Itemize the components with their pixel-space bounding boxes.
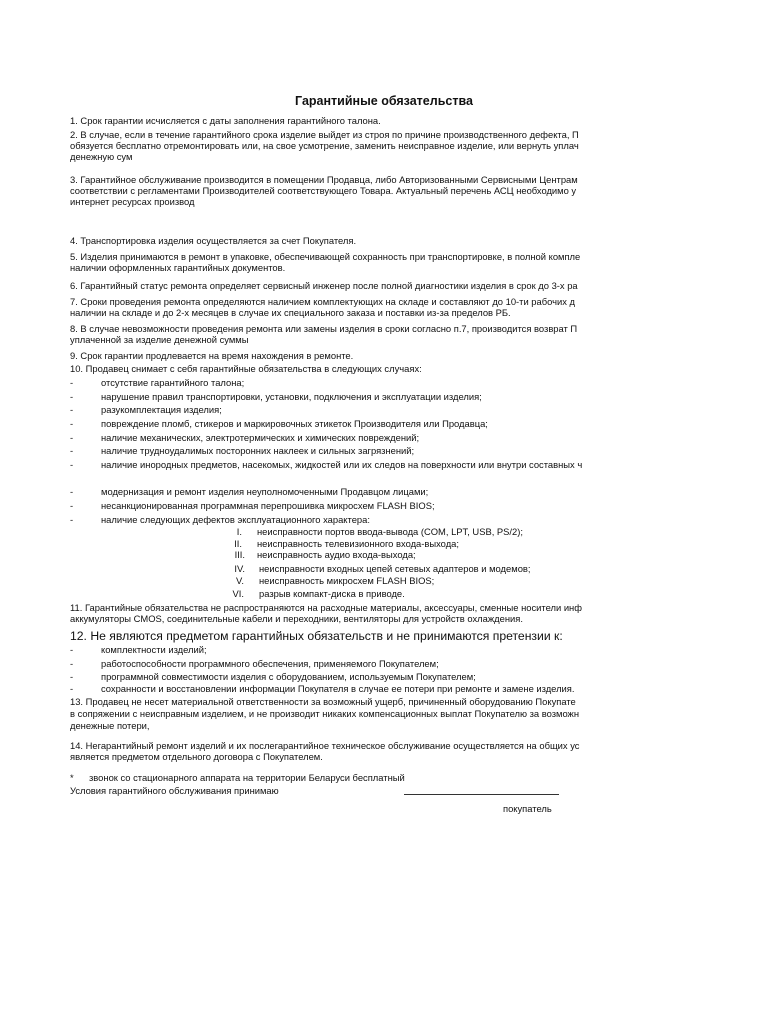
paragraph-3-line-3: интернет ресурсах производ (70, 196, 195, 207)
paragraph-4: 4. Транспортировка изделия осуществляется за счет Покупателя. (70, 235, 357, 246)
page-title: Гарантийные обязательства (295, 94, 473, 108)
list-dash: - (70, 683, 74, 694)
list-item: нарушение правил транспортировки, установки, подключения и эксплуатации изделия; (101, 391, 482, 402)
paragraph-6: 6. Гарантийный статус ремонта определяет сервисный инженер после полной диагностики изделия в срок до 3-х ра (70, 280, 578, 291)
roman-item: неисправность микросхем FLASH BIOS; (259, 575, 435, 586)
list-dash: - (70, 418, 74, 429)
list-dash: - (70, 671, 74, 682)
paragraph-14-line-2: является предметом отдельного договора с Покупателем. (70, 751, 323, 762)
list-dash: - (70, 459, 74, 470)
list-dash: - (70, 486, 74, 497)
paragraph-11-line-2: аккумуляторы CMOS, соединительные кабели и переходники, вентиляторы для устройств охлаждения. (70, 613, 523, 624)
terms-body (70, 0, 613, 1024)
paragraph-5-line-1: 5. Изделия принимаются в ремонт в упаковке, обеспечивающей сохранность при транспортировке, в полной компле (70, 251, 581, 262)
paragraph-8-line-2: уплаченной за изделие денежной суммы (70, 334, 249, 345)
roman-item: неисправность аудио входа-выхода; (257, 549, 416, 560)
roman-item: неисправности портов ввода-вывода (COM, LPT, USB, PS/2); (257, 526, 523, 537)
acceptance-text: Условия гарантийного обслуживания принимаю (70, 785, 279, 796)
roman-numeral: II. (234, 538, 242, 549)
roman-numeral: VI. (232, 588, 244, 599)
signature-line (404, 794, 559, 795)
list-item: сохранности и восстановлении информации Покупателя в случае ее потери при ремонте и замене изделия. (101, 683, 575, 694)
paragraph-1: 1. Срок гарантии исчисляется с даты заполнения гарантийного талона. (70, 115, 381, 126)
list-dash: - (70, 500, 74, 511)
roman-item: неисправность телевизионного входа-выхода; (257, 538, 459, 549)
list-item: несанкционированная программная перепрошивка микросхем FLASH BIOS; (101, 500, 435, 511)
roman-item: неисправности входных цепей сетевых адаптеров и модемов; (259, 563, 531, 574)
list-dash: - (70, 432, 74, 443)
paragraph-12: 12. Не являются предметом гарантийных обязательств и не принимаются претензии к: (70, 629, 563, 643)
paragraph-7-line-2: наличии на складе и до 2-х месяцев в случае их специального заказа и поставки из-за пределов РБ. (70, 307, 511, 318)
list-item: отсутствие гарантийного талона; (101, 377, 245, 388)
signature-caption: покупатель (503, 803, 552, 814)
list-item: наличие следующих дефектов эксплуатационного характера: (101, 514, 370, 525)
paragraph-13-line-2: в сопряжении с неисправным изделием, и не производит никаких компенсационных выплат Покупателю за возможн (70, 708, 580, 719)
roman-numeral: I. (236, 526, 242, 537)
list-dash: - (70, 644, 74, 655)
paragraph-5-line-2: наличии оформленных гарантийных документов. (70, 262, 286, 273)
list-item: работоспособности программного обеспечения, применяемого Покупателем; (101, 658, 439, 669)
list-dash: - (70, 377, 74, 388)
roman-numeral: V. (236, 575, 244, 586)
paragraph-9: 9. Срок гарантии продлевается на время нахождения в ремонте. (70, 350, 354, 361)
paragraph-13-line-3: денежные потери, (70, 720, 150, 731)
list-item: наличие механических, электротермических и химических повреждений; (101, 432, 420, 443)
list-item: наличие инородных предметов, насекомых, жидкостей или их следов на поверхности или внутри составных ч (101, 459, 583, 470)
paragraph-2-line-1: 2. В случае, если в течение гарантийного срока изделие выйдет из строя по причине производственного дефекта, П (70, 129, 579, 140)
paragraph-11-line-1: 11. Гарантийные обязательства не распространяются на расходные материалы, аксессуары, сменные носители инф (70, 602, 582, 613)
list-dash: - (70, 391, 74, 402)
paragraph-2-line-2: обязуется бесплатно отремонтировать или, на свое усмотрение, заменить неисправное изделие, или вернуть уплач (70, 140, 579, 151)
list-item: программной совместимости изделия с оборудованием, используемым Покупателем; (101, 671, 476, 682)
paragraph-13-line-1: 13. Продавец не несет материальной ответственности за возможный ущерб, причиненный оборудованию Покупате (70, 696, 576, 707)
list-dash: - (70, 514, 74, 525)
paragraph-3-line-2: соответствии с регламентами Производителей соответствующего Товара. Актуальный перечень АСЦ необходимо у (70, 185, 577, 196)
paragraph-14-line-1: 14. Негарантийный ремонт изделий и их послегарантийное техническое обслуживание осуществляется на общих ус (70, 740, 580, 751)
list-dash: - (70, 404, 74, 415)
list-item: повреждение пломб, стикеров и маркировочных этикеток Производителя или Продавца; (101, 418, 488, 429)
footnote-text: звонок со стационарного аппарата на территории Беларуси бесплатный (89, 772, 405, 783)
footnote-asterisk: * (70, 772, 74, 783)
roman-numeral: III. (234, 549, 245, 560)
paragraph-10: 10. Продавец снимает с себя гарантийные обязательства в следующих случаях: (70, 363, 422, 374)
roman-numeral: IV. (234, 563, 245, 574)
paragraph-3-line-1: 3. Гарантийное обслуживание производится в помещении Продавца, либо Авторизованными Сервисными Центрам (70, 174, 578, 185)
list-item: разукомплектация изделия; (101, 404, 222, 415)
paragraph-2-line-3: денежную сум (70, 151, 133, 162)
list-dash: - (70, 658, 74, 669)
list-dash: - (70, 445, 74, 456)
paragraph-7-line-1: 7. Сроки проведения ремонта определяются наличием комплектующих на складе и составляют до 10-ти рабочих д (70, 296, 575, 307)
paragraph-8-line-1: 8. В случае невозможности проведения ремонта или замены изделия в сроки согласно п.7, производится возврат П (70, 323, 578, 334)
list-item: модернизация и ремонт изделия неуполномоченными Продавцом лицами; (101, 486, 429, 497)
list-item: комплектности изделий; (101, 644, 207, 655)
roman-item: разрыв компакт-диска в приводе. (259, 588, 405, 599)
list-item: наличие трудноудалимых посторонних наклеек и сильных загрязнений; (101, 445, 415, 456)
